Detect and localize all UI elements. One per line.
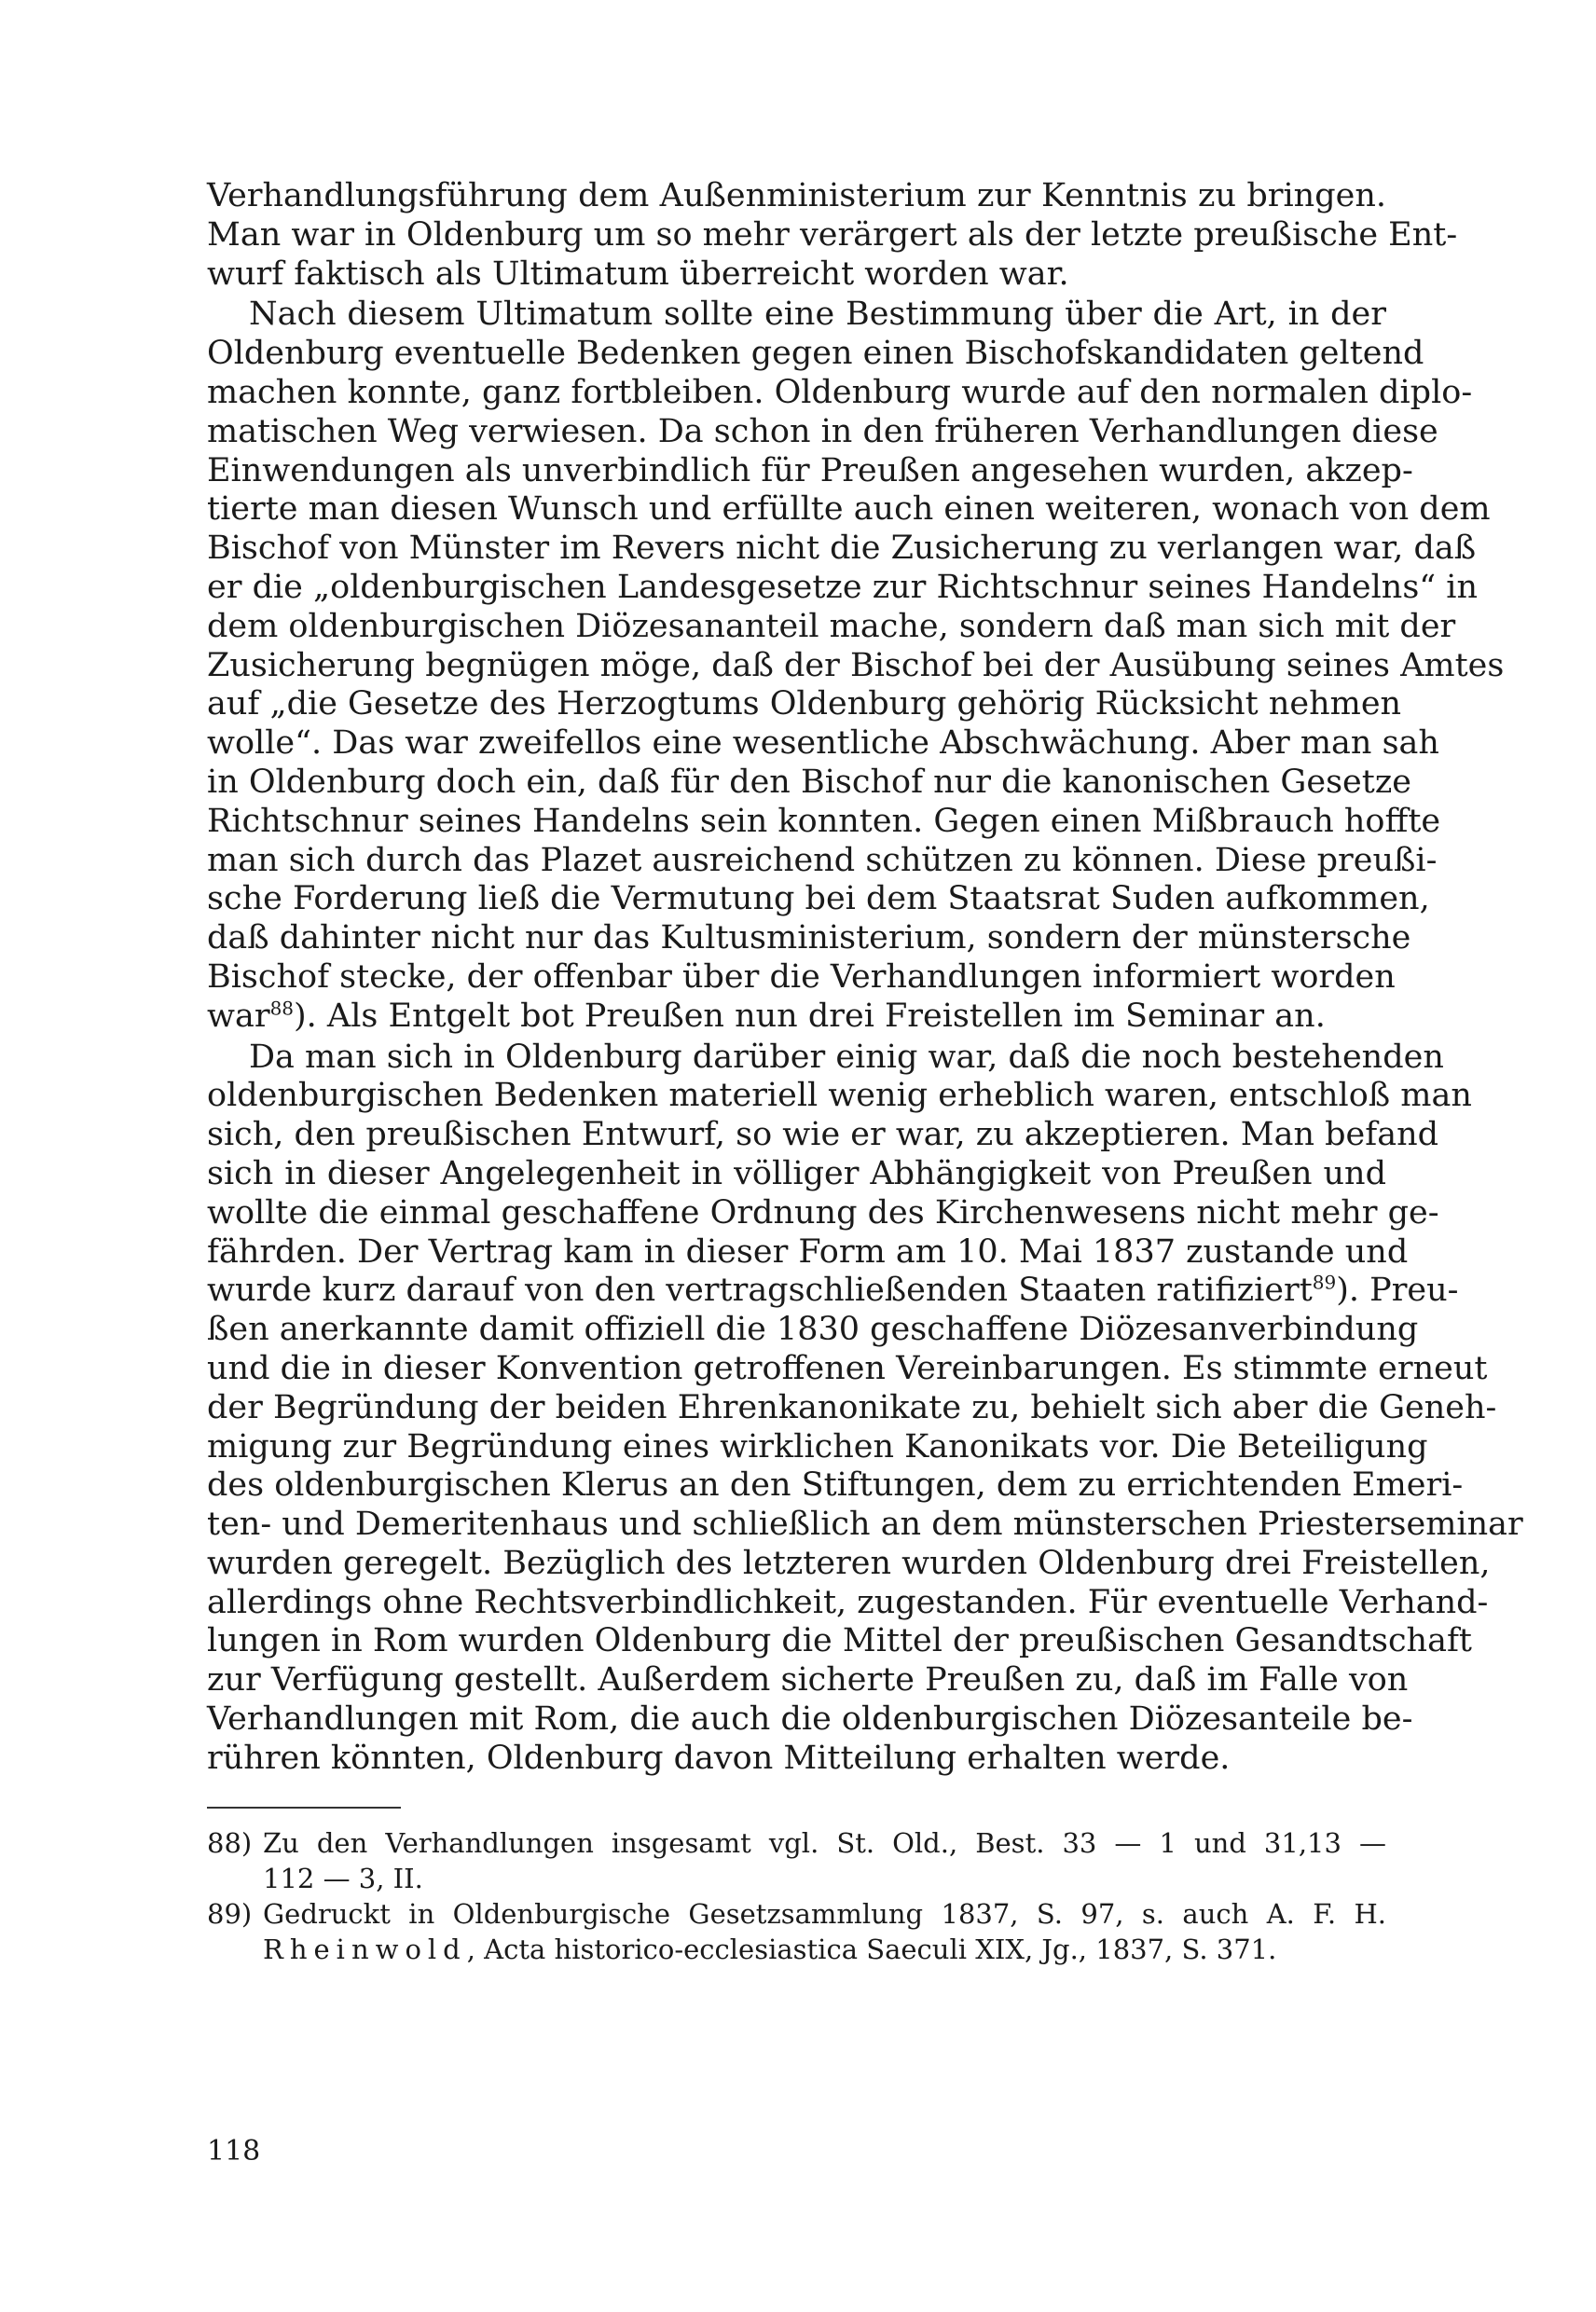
text-fragment: ). Als Entgelt bot Preußen nun drei Freistellen im Seminar an. <box>294 997 1326 1035</box>
page-number: 118 <box>207 2135 261 2168</box>
text-line: und die in dieser Konvention getroffenen Vereinbarungen. Es stimmte erneut <box>207 1349 1488 1387</box>
text-line: Richtschnur seines Handelns sein konnten. Gegen einen Mißbrauch hoffte <box>207 802 1441 840</box>
text-line: Da man sich in Oldenburg darüber einig war, daß die noch bestehenden <box>249 1038 1444 1076</box>
paragraph-3 <box>207 1038 1523 1779</box>
text-line: tierte man diesen Wunsch und erfüllte auch einen weiteren, wonach von dem <box>207 490 1491 529</box>
text-line: Nach diesem Ultimatum sollte eine Bestimmung über die Art, in der <box>249 296 1386 334</box>
footnote-number: 88) <box>207 1826 253 1859</box>
text-line: Verhandlungsführung dem Außenministerium zur Kenntnis zu bringen. <box>207 177 1386 214</box>
footnote-text <box>263 1896 1386 1967</box>
text-line: Einwendungen als unverbindlich für Preußen angesehen wurden, akzep- <box>207 451 1413 489</box>
footnote-text <box>263 1825 1386 1896</box>
paragraph-1 <box>207 177 1458 294</box>
text-line: Man war in Oldenburg um so mehr verärgert als der letzte preußische Ent- <box>207 215 1458 254</box>
text-line: rühren könnten, Oldenburg davon Mitteilung erhalten werde. <box>207 1739 1231 1777</box>
footnote-ref-89[interactable]: 89 <box>1312 1271 1337 1294</box>
text-line: matischen Weg verwiesen. Da schon in den früheren Verhandlungen diese <box>207 412 1438 450</box>
text-line: sche Forderung ließ die Vermutung bei dem Staatsrat Suden aufkommen, <box>207 880 1430 918</box>
text-line: wurden geregelt. Bezüglich des letzteren wurden Oldenburg drei Freistellen, <box>207 1544 1491 1582</box>
footnote-number: 89) <box>207 1897 253 1930</box>
paragraph-2 <box>207 296 1505 1036</box>
text-line: oldenburgischen Bedenken materiell wenig erheblich waren, entschloß man <box>207 1077 1472 1115</box>
footnotes <box>207 1825 1386 1967</box>
text-line: daß dahinter nicht nur das Kultusministerium, sondern der münstersche <box>207 919 1411 957</box>
text-line: Oldenburg eventuelle Bedenken gegen einen Bischofskandidaten geltend <box>207 335 1424 373</box>
text-line: 112 — 3, II. <box>263 1862 423 1894</box>
text-line <box>207 998 1386 1037</box>
text-line: des oldenburgischen Klerus an den Stiftungen, dem zu errichtenden Emeri- <box>207 1466 1464 1505</box>
author-name: Rheinwold <box>263 1933 467 1965</box>
text-line: Bischof stecke, der offenbar über die Verhandlungen informiert worden <box>207 957 1396 996</box>
text-line <box>207 1271 1459 1311</box>
text-line: allerdings ohne Rechtsverbindlichkeit, zugestanden. Für eventuelle Verhand- <box>207 1583 1489 1621</box>
text-line: der Begründung der beiden Ehrenkanonikate zu, behielt sich aber die Geneh- <box>207 1388 1497 1426</box>
text-line: Verhandlungen mit Rom, die auch die oldenburgischen Diözesanteile be- <box>207 1700 1413 1739</box>
text-line: er die „oldenburgischen Landesgesetze zur Richtschnur seines Handelns“ in <box>207 568 1479 606</box>
text-fragment: ). Preu- <box>1336 1272 1459 1310</box>
text-line: dem oldenburgischen Diözesananteil mache, sondern daß man sich mit der <box>207 607 1456 645</box>
footnote-89 <box>207 1896 1386 1967</box>
text-line: zur Verfügung gestellt. Außerdem sicherte Preußen zu, daß im Falle von <box>207 1661 1409 1700</box>
text-line: auf „die Gesetze des Herzogtums Oldenburg gehörig Rücksicht nehmen <box>207 685 1402 723</box>
text-line: Zu den Verhandlungen insgesamt vgl. St. Old., Best. 33 — 1 und 31,13 — <box>263 1826 1386 1859</box>
text-line: fährden. Der Vertrag kam in dieser Form am 10. Mai 1837 zustande und <box>207 1232 1409 1271</box>
footnote-88 <box>207 1825 1386 1896</box>
text-line: wurf faktisch als Ultimatum überreicht worden war. <box>207 255 1069 293</box>
text-line: lungen in Rom wurden Oldenburg die Mittel der preußischen Gesandtschaft <box>207 1622 1472 1660</box>
text-line: sich, den preußischen Entwurf, so wie er war, zu akzeptieren. Man befand <box>207 1116 1439 1154</box>
text-line: man sich durch das Plazet ausreichend schützen zu können. Diese preußi- <box>207 841 1438 879</box>
text-line: Gedruckt in Oldenburgische Gesetzsammlung 1837, S. 97, s. auch A. F. H. <box>263 1897 1386 1930</box>
footnote-ref-88[interactable]: 88 <box>269 997 295 1020</box>
text-line: Bischof von Münster im Revers nicht die Zusicherung zu verlangen war, daß <box>207 530 1477 568</box>
text-line: in Oldenburg doch ein, daß für den Bischof nur die kanonischen Gesetze <box>207 763 1411 801</box>
text-line: wolle“. Das war zweifellos eine wesentliche Abschwächung. Aber man sah <box>207 724 1439 763</box>
text-line: wollte die einmal geschaffene Ordnung des Kirchenwesens nicht mehr ge- <box>207 1193 1439 1232</box>
text-line <box>263 1932 1386 1967</box>
text-line: ßen anerkannte damit offiziell die 1830 geschaffene Diözesanverbindung <box>207 1311 1419 1349</box>
text-line: migung zur Begründung eines wirklichen Kanonikats vor. Die Beteiligung <box>207 1427 1428 1466</box>
text-fragment: , Acta historico-ecclesiastica Saeculi XIX, Jg., 1837, S. 371. <box>466 1933 1277 1965</box>
text-line: machen konnte, ganz fortbleiben. Oldenburg wurde auf den normalen diplo- <box>207 373 1473 411</box>
text-line: Zusicherung begnügen möge, daß der Bischof bei der Ausübung seines Amtes <box>207 646 1505 684</box>
text-fragment: war <box>207 997 270 1035</box>
page-body <box>207 177 1523 1967</box>
text-line: sich in dieser Angelegenheit in völliger Abhängigkeit von Preußen und <box>207 1154 1386 1192</box>
footnote-divider <box>207 1807 401 1809</box>
text-line: ten- und Demeritenhaus und schließlich an dem münsterschen Priesterseminar <box>207 1506 1523 1544</box>
text-fragment: wurde kurz darauf von den vertragschließenden Staaten ratifiziert <box>207 1272 1313 1310</box>
